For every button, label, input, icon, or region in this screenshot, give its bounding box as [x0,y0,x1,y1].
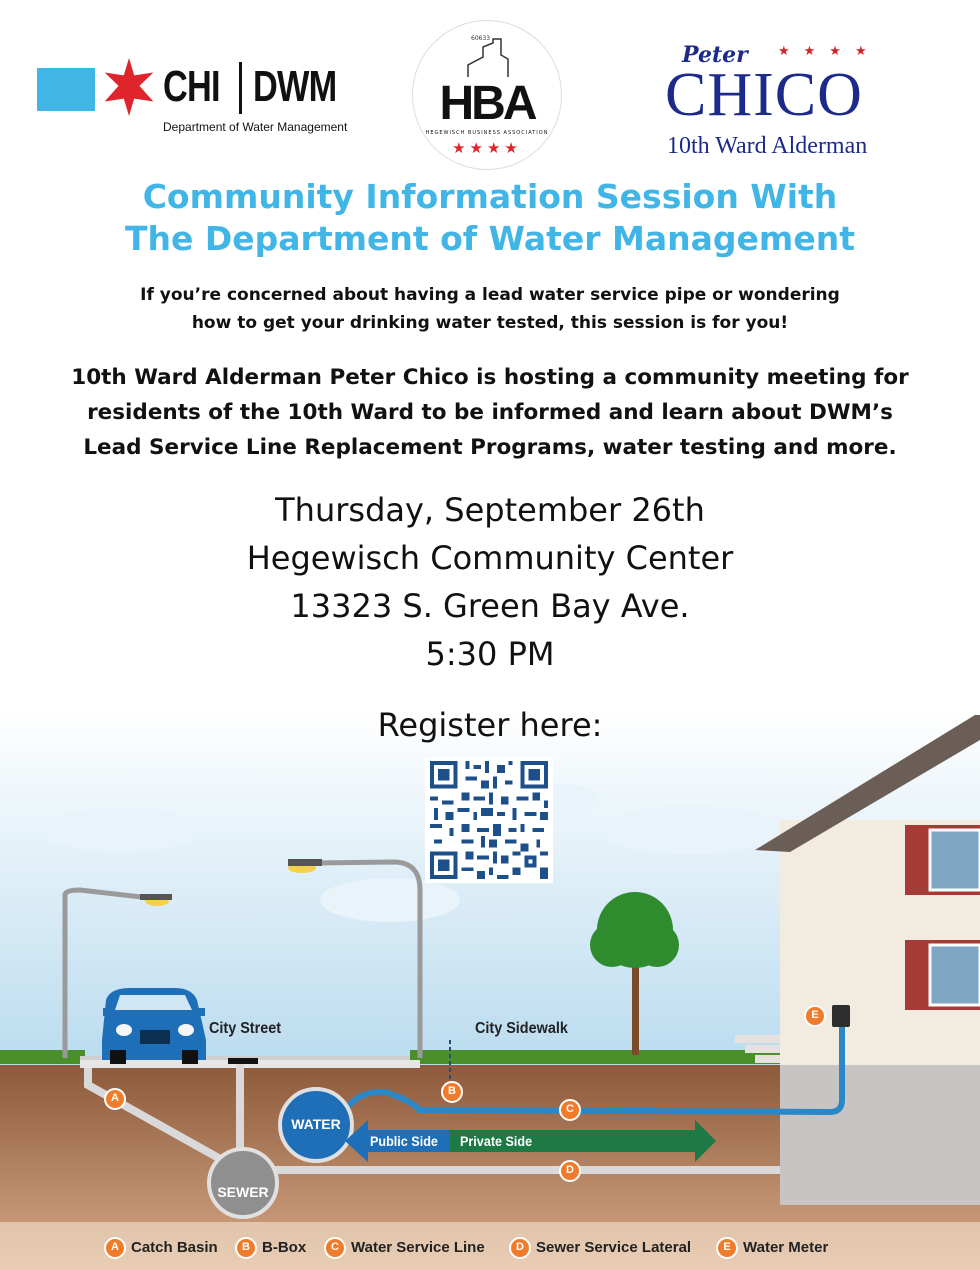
car-icon [102,988,206,1064]
legend-label-water-service-line: Water Service Line [351,1239,485,1256]
register-label: Register here: [377,706,603,744]
event-address: 13323 S. Green Bay Ave. [290,587,690,625]
chico-last-name: CHICO [665,61,863,129]
grass-left [0,1050,85,1064]
chico-title: 10th Ward Alderman [667,133,868,159]
intro-text [0,281,980,337]
city-sidewalk-label: City Sidewalk [475,1020,568,1037]
title-line-2: The Department of Water Management [125,219,855,258]
qr-code-icon [425,757,553,883]
building-icon [463,37,513,77]
hba-logo-subtitle: HEGEWISCH BUSINESS ASSOCIATION [425,130,549,136]
page-title [0,176,980,260]
body-line-2: residents of the 10th Ward to be informed and learn about DWM’s [87,400,893,425]
marker-c: C [566,1103,574,1115]
marker-d: D [566,1164,574,1176]
body-text [0,360,980,465]
city-street-label: City Street [209,1020,282,1037]
event-time: 5:30 PM [425,635,555,673]
legend-label-sewer-service-lateral: Sewer Service Lateral [536,1239,692,1256]
legend-label-b-box: B-Box [262,1239,307,1256]
event-date: Thursday, September 26th [275,491,705,529]
chico-first-name: Peter [682,42,748,68]
legend-label-catch-basin: Catch Basin [131,1239,218,1256]
marker-a: A [111,1092,119,1104]
legend-key-e: E [723,1241,731,1253]
legend-label-water-meter: Water Meter [743,1239,829,1256]
legend-key-a: A [111,1241,119,1253]
legend-key-b: B [242,1241,250,1253]
title-line-1: Community Information Session With [142,177,838,216]
body-line-1: 10th Ward Alderman Peter Chico is hosting a community meeting for [71,365,909,390]
event-venue: Hegewisch Community Center [246,539,734,577]
logo-divider [239,62,242,114]
chico-stars: ★★★★ [778,44,881,59]
hba-zip-code: 60633 [471,35,491,42]
marker-b: B [448,1085,456,1097]
body-line-3: Lead Service Line Replacement Programs, water testing and more. [83,435,897,460]
intro-line-2: how to get your drinking water tested, this session is for you! [191,313,789,333]
sewer-label: SEWER [217,1184,269,1200]
hba-logo-text: HBA [439,77,535,130]
hba-logo [412,20,562,170]
intro-line-1: If you’re concerned about having a lead water service pipe or wondering [140,285,840,305]
dwm-subtitle: Department of Water Management [163,120,348,134]
chi-logo-text: CHI [163,62,220,111]
marker-e: E [811,1009,819,1021]
event-details [0,486,980,678]
chicago-star-icon [100,58,158,116]
public-side-label: Public Side [370,1133,438,1149]
chicago-flag-blue-block [37,68,95,111]
registration-qr-code[interactable] [425,757,553,883]
private-side-label: Private Side [460,1133,533,1149]
hba-stars: ★★★★ [452,139,522,157]
grass-mid [410,1050,780,1064]
dwm-logo-text: DWM [253,62,337,111]
legend-key-d: D [516,1241,524,1253]
water-main-label: WATER [291,1116,341,1132]
legend-key-c: C [331,1241,339,1253]
